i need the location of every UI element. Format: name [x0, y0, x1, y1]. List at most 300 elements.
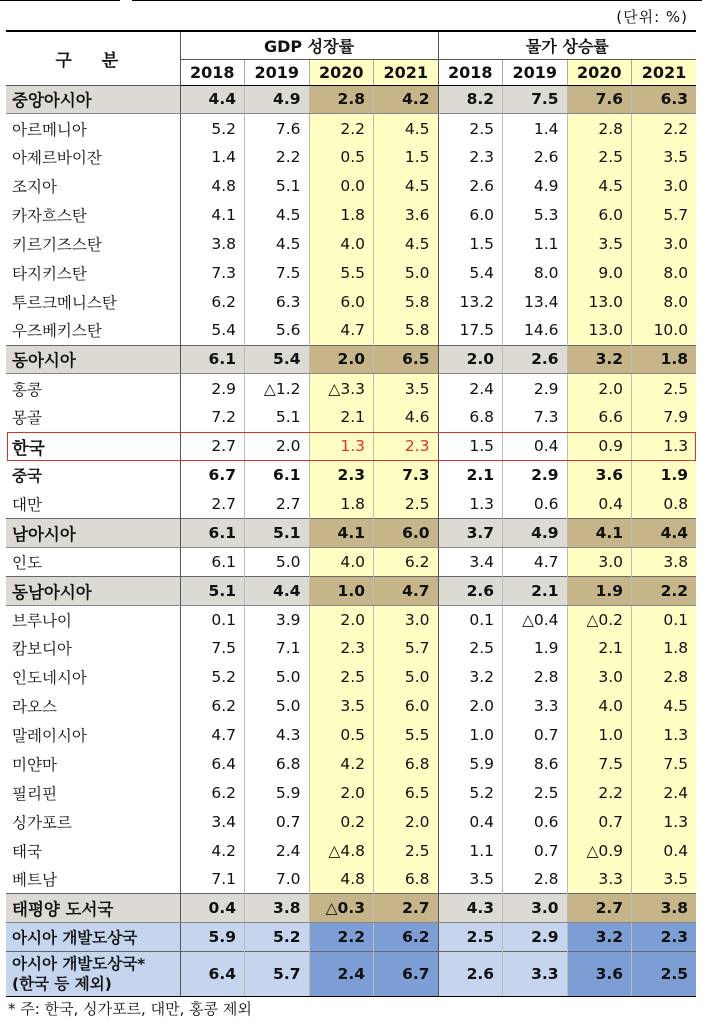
value-cell: 5.0 — [374, 258, 439, 287]
value-cell: 4.2 — [374, 85, 439, 114]
table-row — [6, 836, 696, 865]
value-cell: 2.3 — [374, 432, 439, 461]
value-cell: 4.8 — [309, 865, 374, 894]
value-cell: 0.4 — [567, 489, 632, 518]
row-label: 싱가포르 — [6, 807, 180, 836]
value-cell: 4.5 — [374, 229, 439, 258]
value-cell: 6.0 — [438, 201, 503, 230]
value-cell: 2.0 — [567, 374, 632, 403]
value-cell: 3.3 — [503, 692, 568, 721]
value-cell: 3.2 — [438, 663, 503, 692]
value-cell: 2.9 — [503, 923, 568, 952]
value-cell: 6.8 — [438, 403, 503, 432]
value-cell: 5.5 — [374, 721, 439, 750]
value-cell: 7.6 — [245, 114, 310, 143]
value-cell: 3.8 — [180, 229, 245, 258]
value-cell: 2.4 — [438, 374, 503, 403]
row-label: 중앙아시아 — [6, 85, 180, 114]
value-cell: 2.5 — [438, 923, 503, 952]
gdp-growth-header: GDP 성장률 — [180, 31, 438, 59]
table-row — [6, 172, 696, 201]
value-cell: 2.2 — [632, 114, 697, 143]
value-cell: 3.5 — [309, 692, 374, 721]
value-cell: 4.3 — [245, 721, 310, 750]
table-row — [6, 114, 696, 143]
year-header: 2020 — [309, 59, 374, 85]
value-cell: 13.2 — [438, 287, 503, 316]
year-header: 2021 — [632, 59, 697, 85]
value-cell: 0.9 — [567, 432, 632, 461]
value-cell: 6.1 — [180, 345, 245, 374]
value-cell: 0.5 — [309, 143, 374, 172]
value-cell: 4.0 — [309, 547, 374, 576]
value-cell: 5.0 — [245, 692, 310, 721]
value-cell: 6.4 — [180, 952, 245, 997]
value-cell: 1.9 — [632, 461, 697, 490]
growth-inflation-table — [6, 30, 696, 997]
value-cell: 2.8 — [567, 114, 632, 143]
row-label: 투르크메니스탄 — [6, 287, 180, 316]
value-cell: 5.1 — [245, 403, 310, 432]
value-cell: 4.9 — [245, 85, 310, 114]
value-cell: 1.1 — [438, 836, 503, 865]
value-cell: 1.3 — [309, 432, 374, 461]
table-row — [6, 721, 696, 750]
value-cell: 1.5 — [374, 143, 439, 172]
year-header: 2018 — [438, 59, 503, 85]
value-cell: 0.6 — [503, 807, 568, 836]
table-row — [6, 489, 696, 518]
table-row — [6, 374, 696, 403]
value-cell: 7.5 — [567, 749, 632, 778]
row-label: 인도 — [6, 547, 180, 576]
table-row — [6, 287, 696, 316]
value-cell: 7.3 — [180, 258, 245, 287]
value-cell: 5.2 — [438, 778, 503, 807]
value-cell: 2.7 — [180, 489, 245, 518]
value-cell: 3.0 — [567, 547, 632, 576]
value-cell: 2.6 — [438, 952, 503, 997]
value-cell: 4.1 — [567, 518, 632, 547]
table-row — [6, 461, 696, 490]
year-header: 2020 — [567, 59, 632, 85]
value-cell: 6.2 — [180, 287, 245, 316]
value-cell: 0.4 — [180, 894, 245, 923]
value-cell: 1.5 — [438, 432, 503, 461]
value-cell: 4.1 — [180, 201, 245, 230]
value-cell: 3.8 — [632, 547, 697, 576]
footnote: * 주: 한국, 싱가포르, 대만, 홍콩 제외 — [8, 1000, 252, 1018]
row-label: 필리핀 — [6, 778, 180, 807]
value-cell: 3.8 — [245, 894, 310, 923]
value-cell: 1.3 — [632, 721, 697, 750]
value-cell: 2.1 — [438, 461, 503, 490]
table-row — [6, 547, 696, 576]
value-cell: 5.1 — [245, 172, 310, 201]
value-cell: 0.7 — [245, 807, 310, 836]
value-cell: 2.6 — [438, 576, 503, 605]
value-cell: 7.1 — [245, 634, 310, 663]
value-cell: 0.6 — [503, 489, 568, 518]
value-cell: 0.5 — [309, 721, 374, 750]
value-cell: 5.4 — [180, 316, 245, 345]
value-cell: 1.4 — [503, 114, 568, 143]
value-cell: 2.0 — [309, 345, 374, 374]
row-label: 타지키스탄 — [6, 258, 180, 287]
table-row — [6, 692, 696, 721]
value-cell: 1.5 — [438, 229, 503, 258]
value-cell: △1.2 — [245, 374, 310, 403]
value-cell: 5.4 — [438, 258, 503, 287]
value-cell: 4.9 — [503, 172, 568, 201]
value-cell: 2.0 — [374, 807, 439, 836]
value-cell: 2.0 — [309, 605, 374, 634]
value-cell: 14.6 — [503, 316, 568, 345]
value-cell: 3.5 — [632, 865, 697, 894]
value-cell: 4.4 — [245, 576, 310, 605]
table-row — [6, 634, 696, 663]
value-cell: 5.9 — [245, 778, 310, 807]
value-cell: 1.1 — [503, 229, 568, 258]
row-label: 우즈베키스탄 — [6, 316, 180, 345]
value-cell: 2.5 — [374, 836, 439, 865]
value-cell: 0.7 — [503, 836, 568, 865]
inflation-header: 물가 상승률 — [438, 31, 696, 59]
value-cell: 0.1 — [180, 605, 245, 634]
value-cell: 2.5 — [632, 374, 697, 403]
value-cell: 2.1 — [567, 634, 632, 663]
table-row — [6, 576, 696, 605]
value-cell: 3.8 — [632, 894, 697, 923]
row-label: 아르메니아 — [6, 114, 180, 143]
table-row — [6, 258, 696, 287]
value-cell: 6.2 — [180, 692, 245, 721]
table-row — [6, 518, 696, 547]
row-label: 인도네시아 — [6, 663, 180, 692]
value-cell: 7.5 — [503, 85, 568, 114]
value-cell: 2.3 — [632, 923, 697, 952]
value-cell: 1.8 — [309, 489, 374, 518]
value-cell: 4.4 — [180, 85, 245, 114]
value-cell: 4.7 — [374, 576, 439, 605]
value-cell: 4.9 — [503, 518, 568, 547]
row-label: 태평양 도서국 — [6, 894, 180, 923]
value-cell: 6.6 — [567, 403, 632, 432]
value-cell: 2.6 — [438, 172, 503, 201]
value-cell: 5.3 — [503, 201, 568, 230]
value-cell: 5.2 — [180, 114, 245, 143]
value-cell: 4.7 — [309, 316, 374, 345]
row-label: 미얀마 — [6, 749, 180, 778]
value-cell: 4.1 — [309, 518, 374, 547]
table-row — [6, 894, 696, 923]
value-cell: 1.3 — [438, 489, 503, 518]
table-row — [6, 229, 696, 258]
value-cell: 6.8 — [374, 749, 439, 778]
value-cell: 2.4 — [309, 952, 374, 997]
value-cell: 2.3 — [309, 461, 374, 490]
row-label: 베트남 — [6, 865, 180, 894]
value-cell: 8.6 — [503, 749, 568, 778]
value-cell: 2.7 — [374, 894, 439, 923]
value-cell: 9.0 — [567, 258, 632, 287]
value-cell: 1.8 — [309, 201, 374, 230]
value-cell: 6.2 — [374, 547, 439, 576]
table-row — [6, 923, 696, 952]
value-cell: 0.2 — [309, 807, 374, 836]
value-cell: 5.8 — [374, 287, 439, 316]
value-cell: 6.3 — [632, 85, 697, 114]
row-label: 동남아시아 — [6, 576, 180, 605]
value-cell: 5.4 — [245, 345, 310, 374]
table-row — [6, 749, 696, 778]
value-cell: 7.3 — [374, 461, 439, 490]
value-cell: 1.3 — [632, 807, 697, 836]
value-cell: 1.9 — [567, 576, 632, 605]
table-row — [6, 316, 696, 345]
table-row — [6, 807, 696, 836]
value-cell: 3.2 — [567, 923, 632, 952]
value-cell: 6.8 — [374, 865, 439, 894]
table-row — [6, 605, 696, 634]
table-row — [6, 403, 696, 432]
value-cell: 4.6 — [374, 403, 439, 432]
value-cell: 5.5 — [309, 258, 374, 287]
row-label: 태국 — [6, 836, 180, 865]
value-cell: 3.5 — [567, 229, 632, 258]
value-cell: 13.4 — [503, 287, 568, 316]
value-cell: 2.2 — [309, 114, 374, 143]
value-cell: 7.2 — [180, 403, 245, 432]
value-cell: 5.0 — [245, 547, 310, 576]
value-cell: 5.0 — [374, 663, 439, 692]
value-cell: 2.8 — [632, 663, 697, 692]
value-cell: 0.4 — [503, 432, 568, 461]
value-cell: 3.0 — [632, 229, 697, 258]
value-cell: 1.0 — [438, 721, 503, 750]
value-cell: 8.0 — [632, 258, 697, 287]
value-cell: 7.5 — [632, 749, 697, 778]
table-row — [6, 952, 696, 997]
value-cell: 2.7 — [245, 489, 310, 518]
value-cell: 2.1 — [503, 576, 568, 605]
value-cell: 0.8 — [632, 489, 697, 518]
value-cell: 17.5 — [438, 316, 503, 345]
year-header: 2019 — [245, 59, 310, 85]
value-cell: △0.2 — [567, 605, 632, 634]
value-cell: 3.4 — [180, 807, 245, 836]
value-cell: 3.5 — [632, 143, 697, 172]
value-cell: 3.6 — [567, 952, 632, 997]
value-cell: 3.7 — [438, 518, 503, 547]
value-cell: 3.6 — [374, 201, 439, 230]
row-label: 브루나이 — [6, 605, 180, 634]
value-cell: 5.7 — [245, 952, 310, 997]
value-cell: 3.0 — [567, 663, 632, 692]
value-cell: 3.2 — [567, 345, 632, 374]
value-cell: 4.5 — [632, 692, 697, 721]
value-cell: 3.6 — [567, 461, 632, 490]
year-header: 2018 — [180, 59, 245, 85]
year-header: 2019 — [503, 59, 568, 85]
value-cell: 6.2 — [374, 923, 439, 952]
value-cell: 0.0 — [309, 172, 374, 201]
value-cell: 0.1 — [438, 605, 503, 634]
table-row — [6, 143, 696, 172]
value-cell: 3.5 — [374, 374, 439, 403]
value-cell: 1.3 — [632, 432, 697, 461]
value-cell: 4.2 — [180, 836, 245, 865]
value-cell: 6.1 — [180, 518, 245, 547]
value-cell: 4.5 — [245, 201, 310, 230]
value-cell: 6.0 — [567, 201, 632, 230]
value-cell: 4.0 — [567, 692, 632, 721]
value-cell: 6.8 — [245, 749, 310, 778]
row-label: 중국 — [6, 461, 180, 490]
value-cell: △4.8 — [309, 836, 374, 865]
value-cell: 6.5 — [374, 345, 439, 374]
value-cell: 2.0 — [245, 432, 310, 461]
value-cell: 2.6 — [503, 143, 568, 172]
value-cell: 2.6 — [503, 345, 568, 374]
value-cell: 2.5 — [374, 489, 439, 518]
value-cell: 6.1 — [180, 547, 245, 576]
table-row — [6, 85, 696, 114]
row-label: 캄보디아 — [6, 634, 180, 663]
row-label: 아시아 개발도상국* (한국 등 제외) — [6, 952, 180, 997]
value-cell: 2.9 — [503, 461, 568, 490]
value-cell: 6.0 — [309, 287, 374, 316]
value-cell: 7.5 — [245, 258, 310, 287]
value-cell: 4.5 — [374, 114, 439, 143]
value-cell: 2.9 — [180, 374, 245, 403]
value-cell: △0.3 — [309, 894, 374, 923]
value-cell: 7.1 — [180, 865, 245, 894]
value-cell: 5.7 — [374, 634, 439, 663]
value-cell: 3.0 — [374, 605, 439, 634]
value-cell: 5.9 — [438, 749, 503, 778]
value-cell: 13.0 — [567, 287, 632, 316]
value-cell: 4.5 — [374, 172, 439, 201]
value-cell: 6.0 — [374, 518, 439, 547]
value-cell: 2.3 — [438, 143, 503, 172]
value-cell: 6.7 — [180, 461, 245, 490]
value-cell: 2.9 — [503, 374, 568, 403]
value-cell: 7.5 — [180, 634, 245, 663]
value-cell: 2.7 — [567, 894, 632, 923]
value-cell: 3.0 — [632, 172, 697, 201]
value-cell: 10.0 — [632, 316, 697, 345]
value-cell: 0.4 — [438, 807, 503, 836]
table-row — [6, 663, 696, 692]
year-header: 2021 — [374, 59, 439, 85]
value-cell: 2.5 — [632, 952, 697, 997]
row-label: 키르기즈스탄 — [6, 229, 180, 258]
table-row — [6, 345, 696, 374]
value-cell: 2.5 — [438, 634, 503, 663]
value-cell: 5.1 — [180, 576, 245, 605]
value-cell: 2.2 — [567, 778, 632, 807]
value-cell: 5.9 — [180, 923, 245, 952]
value-cell: 4.7 — [180, 721, 245, 750]
value-cell: 1.8 — [632, 345, 697, 374]
row-label: 몽골 — [6, 403, 180, 432]
value-cell: 1.4 — [180, 143, 245, 172]
table-body — [6, 85, 696, 997]
value-cell: 4.3 — [438, 894, 503, 923]
value-cell: 0.7 — [567, 807, 632, 836]
value-cell: 8.0 — [503, 258, 568, 287]
value-cell: 3.9 — [245, 605, 310, 634]
value-cell: 3.3 — [567, 865, 632, 894]
value-cell: 2.8 — [503, 663, 568, 692]
value-cell: △0.4 — [503, 605, 568, 634]
value-cell: 2.0 — [438, 692, 503, 721]
value-cell: 0.1 — [632, 605, 697, 634]
row-label: 남아시아 — [6, 518, 180, 547]
value-cell: 7.3 — [503, 403, 568, 432]
value-cell: 8.2 — [438, 85, 503, 114]
value-cell: 2.5 — [567, 143, 632, 172]
value-cell: 4.7 — [503, 547, 568, 576]
value-cell: 13.0 — [567, 316, 632, 345]
value-cell: 7.9 — [632, 403, 697, 432]
value-cell: 3.5 — [438, 865, 503, 894]
value-cell: 1.0 — [567, 721, 632, 750]
value-cell: 5.2 — [245, 923, 310, 952]
value-cell: 2.4 — [245, 836, 310, 865]
value-cell: 2.7 — [180, 432, 245, 461]
value-cell: 4.8 — [180, 172, 245, 201]
table-row — [6, 865, 696, 894]
value-cell: 8.0 — [632, 287, 697, 316]
row-label: 동아시아 — [6, 345, 180, 374]
value-cell: 6.5 — [374, 778, 439, 807]
table-row — [6, 201, 696, 230]
row-label: 홍콩 — [6, 374, 180, 403]
row-label: 말레이시아 — [6, 721, 180, 750]
table-row — [6, 432, 696, 461]
category-header: 구 분 — [6, 31, 180, 85]
value-cell: 4.5 — [567, 172, 632, 201]
value-cell: 3.3 — [503, 952, 568, 997]
value-cell: 6.2 — [180, 778, 245, 807]
value-cell: 7.6 — [567, 85, 632, 114]
top-rule — [0, 0, 702, 1]
value-cell: 2.2 — [245, 143, 310, 172]
value-cell: 2.1 — [309, 403, 374, 432]
value-cell: 2.4 — [632, 778, 697, 807]
value-cell: 2.2 — [632, 576, 697, 605]
value-cell: 6.1 — [245, 461, 310, 490]
value-cell: 2.3 — [309, 634, 374, 663]
value-cell: 1.8 — [632, 634, 697, 663]
value-cell: 5.8 — [374, 316, 439, 345]
row-label: 아제르바이잔 — [6, 143, 180, 172]
value-cell: 2.0 — [438, 345, 503, 374]
row-label: 조지아 — [6, 172, 180, 201]
value-cell: △3.3 — [309, 374, 374, 403]
row-label: 아시아 개발도상국 — [6, 923, 180, 952]
row-label: 한국 — [6, 432, 180, 461]
value-cell: 5.1 — [245, 518, 310, 547]
value-cell: 2.5 — [503, 778, 568, 807]
value-cell: 2.5 — [438, 114, 503, 143]
value-cell: 5.6 — [245, 316, 310, 345]
value-cell: 4.0 — [309, 229, 374, 258]
value-cell: △0.9 — [567, 836, 632, 865]
value-cell: 4.2 — [309, 749, 374, 778]
